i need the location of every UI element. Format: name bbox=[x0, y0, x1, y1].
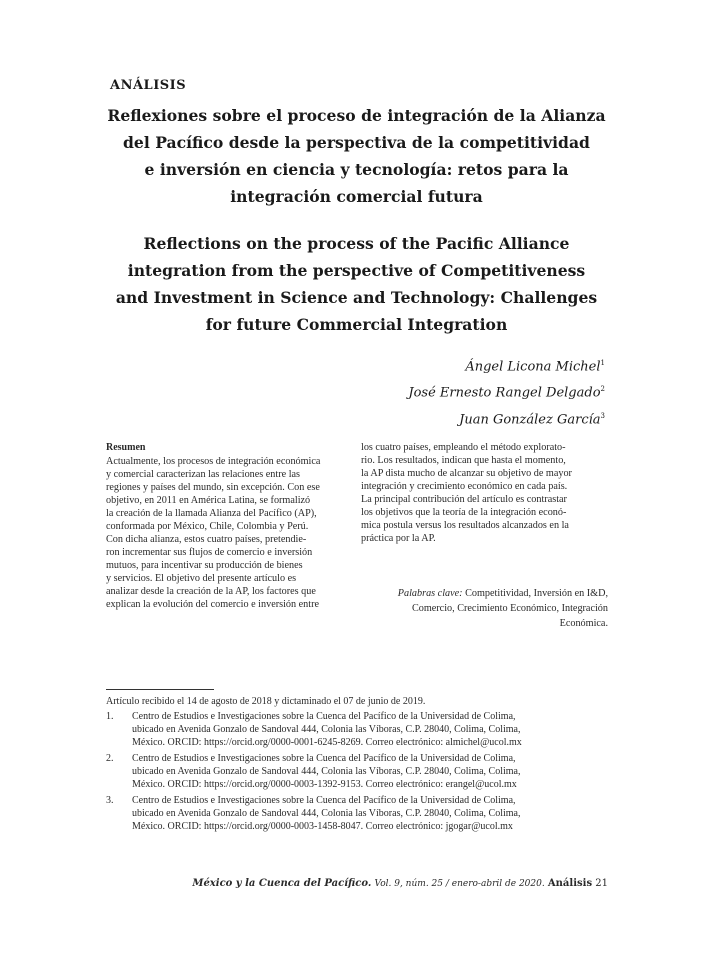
abstract-line: conformada por México, Chile, Colombia y Perú. bbox=[106, 521, 309, 532]
footnote-line: México. ORCID: https://orcid.org/0000-0001-6245-8269. Correo electrónico: almichel@ucol.mx bbox=[132, 737, 522, 748]
abstract-line: los cuatro países, empleando el método explorato- bbox=[361, 442, 566, 453]
keywords-line: Comercio, Crecimiento Económico, Integración bbox=[411, 603, 608, 614]
title-en-line: for future Commercial Integration bbox=[205, 315, 508, 334]
author bbox=[408, 405, 605, 431]
footnote bbox=[106, 794, 608, 833]
footnote-number: 2. bbox=[106, 753, 114, 764]
title-en-line: and Investment in Science and Technology: Challenges bbox=[115, 288, 598, 307]
author-note-ref: 1 bbox=[600, 359, 605, 367]
footnote-line: México. ORCID: https://orcid.org/0000-0003-1458-8047. Correo electrónico: jgogar@ucol.mx bbox=[132, 821, 513, 832]
footnote-line: ubicado en Avenida Gonzalo de Sandoval 444, Colonia las Víboras, C.P. 28040, Colima, Colima, bbox=[132, 724, 521, 735]
keywords-line bbox=[361, 586, 608, 601]
author-name: Juan González García bbox=[459, 411, 601, 427]
author-list bbox=[408, 352, 605, 431]
title-english bbox=[100, 230, 613, 338]
footnote-number: 3. bbox=[106, 795, 114, 806]
title-es-line: Reflexiones sobre el proceso de integración de la Alianza bbox=[107, 106, 606, 125]
footnote-number: 1. bbox=[106, 711, 114, 722]
abstract-line: mica postula versus los resultados alcanzados en la bbox=[361, 520, 569, 531]
author-note-ref: 3 bbox=[600, 411, 605, 420]
author bbox=[408, 378, 605, 404]
footnote-line: ubicado en Avenida Gonzalo de Sandoval 444, Colonia las Víboras, C.P. 28040, Colima, Colima, bbox=[132, 808, 521, 819]
abstract-line: Con dicha alianza, estos cuatro países, pretendie- bbox=[106, 534, 307, 545]
footnote-line: Centro de Estudios e Investigaciones sobre la Cuenca del Pacífico de la Universidad de Colima, bbox=[132, 753, 516, 764]
author-name: José Ernesto Rangel Delgado bbox=[408, 385, 601, 401]
footer-section: Análisis bbox=[547, 878, 593, 889]
title-en-line: Reflections on the process of the Pacific Alliance bbox=[143, 234, 570, 253]
page-footer bbox=[192, 878, 608, 889]
abstract-line: integración y crecimiento económico en cada país. bbox=[361, 481, 568, 492]
page-number: 21 bbox=[595, 878, 608, 889]
footer-issue: Vol. 9, núm. 25 / enero-abril de 2020. bbox=[374, 879, 545, 889]
keywords-label: Palabras clave: bbox=[397, 588, 463, 599]
keywords-line: Económica. bbox=[559, 618, 608, 629]
author-name: Ángel Licona Michel bbox=[465, 359, 601, 375]
section-label: ANÁLISIS bbox=[110, 78, 187, 93]
abstract-line: Actualmente, los procesos de integración económica bbox=[106, 456, 321, 467]
abstract-line: la AP dista mucho de alcanzar su objetivo de mayor bbox=[361, 468, 572, 479]
abstract-line: rio. Los resultados, indican que hasta el momento, bbox=[361, 455, 566, 466]
footnote-line: México. ORCID: https://orcid.org/0000-0003-1392-9153. Correo electrónico: erangel@ucol.mx bbox=[132, 779, 517, 790]
abstract-line: objetivo, en 2011 en América Latina, se formalizó bbox=[106, 495, 311, 506]
abstract-line: La principal contribución del artículo es contrastar bbox=[361, 494, 567, 505]
abstract-line: analizar desde la creación de la AP, los factores que bbox=[106, 586, 316, 597]
title-es-line: del Pacífico desde la perspectiva de la competitividad bbox=[123, 133, 590, 152]
keywords-text: Competitividad, Inversión en I&D, bbox=[465, 588, 608, 599]
abstract-column-right bbox=[361, 441, 611, 545]
abstract-line: y comercial caracterizan las relaciones entre las bbox=[106, 469, 301, 480]
title-es-line: integración comercial futura bbox=[230, 187, 483, 206]
received-note: Artículo recibido el 14 de agosto de 2018 y dictaminado el 07 de junio de 2019. bbox=[106, 696, 426, 707]
title-es-line: e inversión en ciencia y tecnología: retos para la bbox=[144, 160, 569, 179]
footer-journal: México y la Cuenca del Pacífico. bbox=[192, 878, 372, 889]
footnote bbox=[106, 710, 608, 749]
keywords bbox=[361, 586, 608, 631]
author-note-ref: 2 bbox=[600, 385, 605, 394]
abstract-line: regiones y países del mundo, sin excepción. Con ese bbox=[106, 482, 320, 493]
abstract-line: y servicios. El objetivo del presente artículo es bbox=[106, 573, 297, 584]
abstract-line: la creación de la llamada Alianza del Pacífico (AP), bbox=[106, 508, 317, 519]
abstract-line: ron incrementar sus flujos de comercio e inversión bbox=[106, 547, 313, 558]
footnote-divider bbox=[106, 689, 214, 690]
abstract-line: práctica por la AP. bbox=[361, 533, 436, 544]
abstract-line: mutuos, para incentivar su producción de bienes bbox=[106, 560, 303, 571]
abstract-column-left bbox=[106, 441, 356, 611]
abstract-line: explican la evolución del comercio e inversión entre bbox=[106, 599, 320, 610]
abstract-line: los objetivos que la teoría de la integración econó- bbox=[361, 507, 567, 518]
footnotes bbox=[106, 695, 608, 836]
footnote-line: Centro de Estudios e Investigaciones sobre la Cuenca del Pacífico de la Universidad de Colima, bbox=[132, 711, 516, 722]
abstract-heading: Resumen bbox=[106, 442, 146, 453]
footnote-line: ubicado en Avenida Gonzalo de Sandoval 444, Colonia las Víboras, C.P. 28040, Colima, Colima, bbox=[132, 766, 521, 777]
footnote bbox=[106, 752, 608, 791]
footnote-line: Centro de Estudios e Investigaciones sobre la Cuenca del Pacífico de la Universidad de Colima, bbox=[132, 795, 516, 806]
title-en-line: integration from the perspective of Competitiveness bbox=[127, 261, 586, 280]
author bbox=[408, 352, 605, 378]
title-spanish bbox=[100, 102, 613, 210]
